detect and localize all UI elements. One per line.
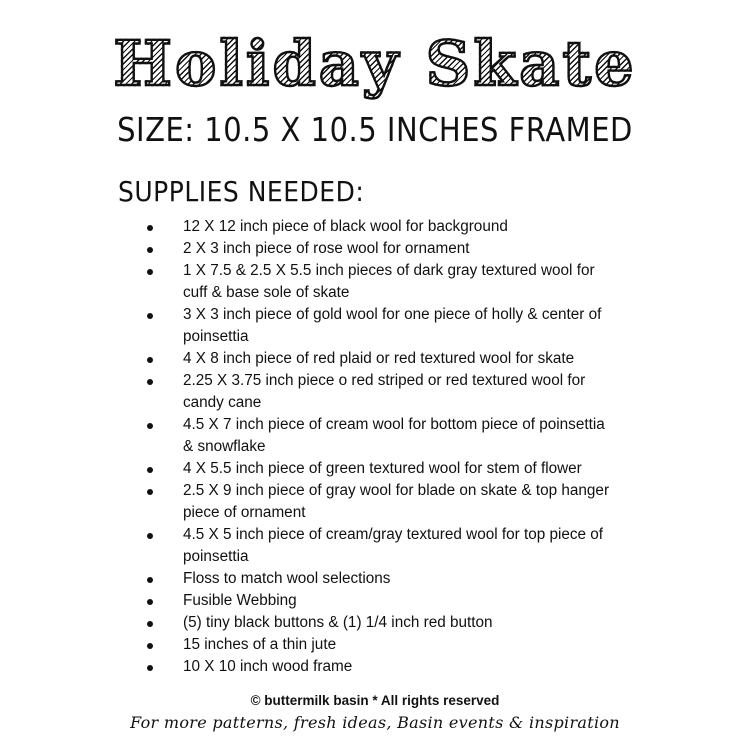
supply-item-text: 2.5 X 9 inch piece of gray wool for blade on skate & top hanger [183,482,610,499]
footer-tagline: For more patterns, fresh ideas, Basin events & inspiration [130,713,620,732]
bullet-icon [147,379,153,385]
bullet-icon [147,423,153,429]
supply-item-text: cuff & base sole of skate [183,284,350,301]
bullet-icon [147,621,153,627]
bullet-icon [147,577,153,583]
supply-item-text: & snowflake [183,438,266,455]
supply-item [145,590,645,612]
bullet-icon [147,269,153,275]
copyright-line: © buttermilk basin * All rights reserved [250,693,500,708]
supply-item-text: 2.25 X 3.75 inch piece o red striped or red textured wool for [183,372,586,389]
supply-item-text: 4.5 X 5 inch piece of cream/gray textured wool for top piece of [183,526,604,543]
supply-item [145,568,645,590]
bullet-icon [147,489,153,495]
supply-item [145,480,645,524]
bullet-icon [147,313,153,319]
supplies-heading: SUPPLIES NEEDED: [118,175,365,208]
supply-item [145,304,645,348]
supply-item-text: 2 X 3 inch piece of rose wool for ornament [183,240,470,257]
supply-item [145,612,645,634]
bullet-icon [147,533,153,539]
supply-item-text: 12 X 12 inch piece of black wool for background [183,218,508,235]
supply-item-text: 1 X 7.5 & 2.5 X 5.5 inch pieces of dark gray textured wool for [183,262,595,279]
supply-item [145,238,645,260]
supply-item-text: 15 inches of a thin jute [183,636,337,653]
supply-item [145,634,645,656]
supply-item [145,260,645,304]
supply-item-text: 4.5 X 7 inch piece of cream wool for bottom piece of poinsettia [183,416,605,433]
page-title: Holiday Skate [0,28,750,99]
supply-item [145,656,645,678]
bullet-icon [147,599,153,605]
supply-item-text: poinsettia [183,548,249,565]
supply-item-text: candy cane [183,394,262,411]
bullet-icon [147,247,153,253]
supply-item-text: poinsettia [183,328,249,345]
supply-item-text: piece of ornament [183,504,306,521]
bullet-icon [147,357,153,363]
supply-item-text: Fusible Webbing [183,592,297,609]
size-line: SIZE: 10.5 X 10.5 INCHES FRAMED [117,110,633,149]
supply-item [145,216,645,238]
supply-item [145,348,645,370]
bullet-icon [147,467,153,473]
supply-item-text: (5) tiny black buttons & (1) 1/4 inch red button [183,614,493,631]
supply-item [145,458,645,480]
bullet-icon [147,225,153,231]
supply-item-text: 4 X 8 inch piece of red plaid or red textured wool for skate [183,350,575,367]
bullet-icon [147,643,153,649]
supply-item [145,524,645,568]
supply-item [145,370,645,414]
bullet-icon [147,665,153,671]
supply-item-text: Floss to match wool selections [183,570,391,587]
supplies-list [145,216,645,678]
supply-item-text: 3 X 3 inch piece of gold wool for one piece of holly & center of [183,306,602,323]
supply-item-text: 10 X 10 inch wood frame [183,658,353,675]
supply-item [145,414,645,458]
supply-item-text: 4 X 5.5 inch piece of green textured wool for stem of flower [183,460,582,477]
